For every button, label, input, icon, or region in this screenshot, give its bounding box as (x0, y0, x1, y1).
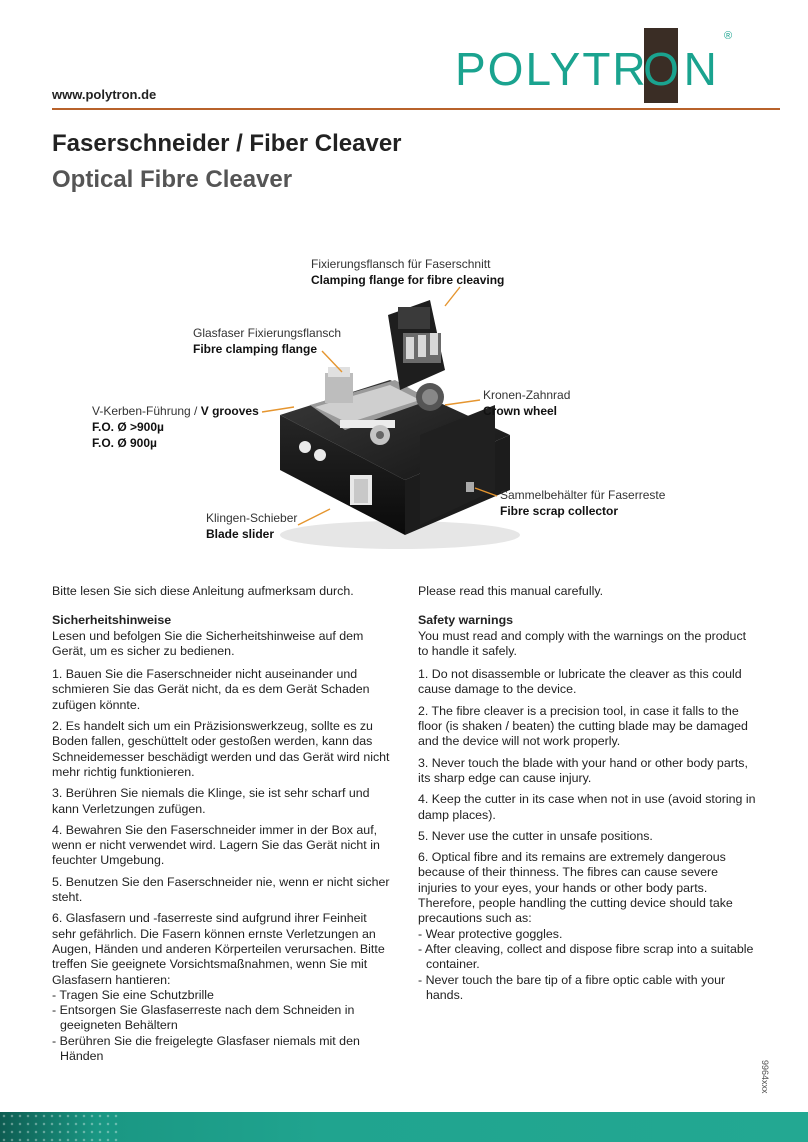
list-item: - Tragen Sie eine Schutzbrille (52, 987, 214, 1002)
logo-o-letter: O (643, 43, 679, 95)
safety-item: 5. Never use the cutter in unsafe positions. (418, 828, 653, 843)
safety-item: 5. Benutzen Sie den Faserschneider nie, wenn er nicht sicher steht. (52, 874, 390, 905)
callout-crown-wheel (483, 387, 570, 419)
document-code: 9964xxx (760, 1060, 770, 1094)
registered-mark: ® (724, 30, 733, 42)
safety-item: 1. Do not disassemble or lubricate the cleaver as this could cause damage to the device. (418, 667, 742, 697)
callout-scrap-collector (500, 487, 665, 519)
intro-text: Please read this manual carefully. (418, 584, 604, 598)
callout-de-text: V-Kerben-Führung / (92, 404, 201, 418)
callout-en-text: Fibre scrap collector (500, 504, 619, 518)
precaution-list (52, 988, 392, 1064)
callout-en-text: Crown wheel (483, 404, 558, 418)
callout-clamping-flange (311, 256, 504, 288)
callout-de-text: Fixierungsflansch für Faserschnitt (311, 257, 491, 271)
list-item: - Wear protective goggles. (418, 926, 563, 941)
callout-fibre-clamping-flange (193, 325, 341, 357)
list-item: - Never touch the bare tip of a fibre optic cable with your hands. (418, 972, 726, 1002)
callout-de-text: Klingen-Schieber (206, 511, 298, 525)
callout-en-text: V grooves (200, 404, 259, 418)
callout-de-text: Sammelbehälter für Faserreste (500, 488, 666, 502)
page-subtitle: Optical Fibre Cleaver (52, 166, 293, 193)
safety-item: 3. Never touch the blade with your hand or other body parts, its sharp edge can cause injury. (418, 755, 748, 785)
callout-fo-large: F.O. Ø >900µ (92, 420, 164, 434)
safety-item: 6. Optical fibre and its remains are extremely dangerous because of their thinness. The fibres can cause severe injuries to your eyes, your hands or other body parts. Therefore, people handling the cutting device should take precautions such as: (418, 850, 733, 926)
callout-v-grooves (92, 403, 259, 451)
list-item: - Berühren Sie die freigelegte Glasfaser niemals mit den Händen (52, 1033, 360, 1064)
precaution-list (418, 927, 758, 1003)
callout-en-text: Blade slider (206, 527, 275, 541)
safety-heading: Sicherheitshinweise (52, 613, 172, 628)
intro-text: Bitte lesen Sie sich diese Anleitung aufmerksam durch. (52, 584, 354, 598)
callout-de-text: Kronen-Zahnrad (483, 388, 571, 402)
footer-pattern (0, 1112, 120, 1142)
callout-en-text: Fibre clamping flange (193, 342, 318, 356)
safety-item: 4. Keep the cutter in its case when not in use (avoid storing in damp places). (418, 792, 756, 822)
logo-wordmark: POLYTR N (455, 43, 719, 95)
safety-intro: You must read and comply with the warnings on the product to handle it safely. (418, 628, 747, 658)
safety-item: 4. Bewahren Sie den Faserschneider immer in der Box auf, wenn er nicht verwendet wird. Lagern Sie das Gerät nicht in feuchter Umgebung. (52, 822, 380, 868)
website-url: www.polytron.de (52, 87, 157, 102)
callout-en-text: Clamping flange for fibre cleaving (311, 273, 505, 287)
page-title: Faserschneider / Fiber Cleaver (52, 130, 402, 157)
safety-item: 3. Berühren Sie niemals die Klinge, sie ist sehr scharf und kann Verletzungen zufügen. (52, 786, 370, 816)
callout-blade-slider (206, 510, 297, 542)
safety-item: 2. Es handelt sich um ein Präzisionswerkzeug, sollte es zu Boden fallen, geschüttelt oder gestoßen werden, kann das Schneidemesser beschädigt werden und das Gerät wird nicht mehr richtig funktionieren. (52, 719, 390, 779)
safety-intro: Lesen und befolgen Sie die Sicherheitshinweise auf dem Gerät, um es sicher zu bedienen. (52, 628, 364, 658)
callout-fo-small: F.O. Ø 900µ (92, 436, 157, 450)
safety-item: 6. Glasfasern und -faserreste sind aufgrund ihrer Feinheit sehr gefährlich. Die Fasern können ernste Verletzungen an Augen, Händen und anderen Körperteilen verursachen. Bitte treffen Sie geeignete Vorsichtsmaßnahmen, wenn Sie mit Glasfasern hantieren: (52, 911, 385, 987)
german-instructions (52, 584, 392, 1064)
english-instructions (418, 584, 758, 1003)
list-item: - After cleaving, collect and dispose fibre scrap into a suitable container. (418, 941, 754, 972)
list-item: - Entsorgen Sie Glasfaserreste nach dem Schneiden in geeigneten Behältern (52, 1003, 355, 1033)
safety-item: 1. Bauen Sie die Faserschneider nicht auseinander und schmieren Sie das Gerät nicht, da es dem Gerät Schaden zufügen könnte. (52, 667, 370, 712)
footer-band (0, 1112, 808, 1142)
safety-item: 2. The fibre cleaver is a precision tool, in case it falls to the floor (is shaken / beaten) the cutting blade may be damaged and the device will not work properly. (418, 703, 748, 749)
callout-de-text: Glasfaser Fixierungsflansch (193, 326, 342, 340)
safety-heading: Safety warnings (418, 613, 514, 628)
